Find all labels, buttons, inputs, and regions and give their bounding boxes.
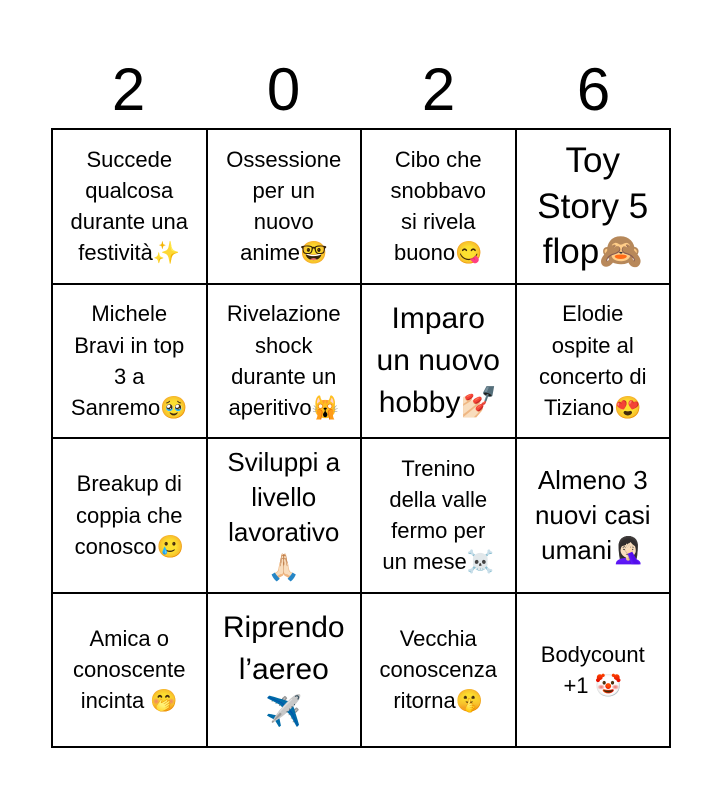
- header-digit-1: 2: [111, 56, 146, 123]
- cell-text: Elodie ospite al concerto di Tiziano😍: [538, 301, 647, 420]
- cell-text: Cibo che snobbavo si rivela buono😋: [390, 146, 486, 266]
- cell-text: Trenino della valle fermo per un mese☠️: [382, 455, 495, 575]
- bingo-cell-r2c3[interactable]: [362, 285, 517, 440]
- bingo-cell-r1c1[interactable]: [53, 130, 208, 285]
- bingo-header: [51, 52, 671, 128]
- cell-text: Imparo un nuovo hobby💅🏻: [376, 301, 500, 419]
- bingo-cell-r3c2[interactable]: [208, 439, 363, 594]
- bingo-cell-r1c3[interactable]: [362, 130, 517, 285]
- cell-text: Rivelazione shock durante un aperitivo🙀: [226, 301, 341, 420]
- bingo-cell-r2c2[interactable]: [208, 285, 363, 440]
- bingo-cell-r4c2[interactable]: [208, 594, 363, 749]
- bingo-cell-r3c4[interactable]: [517, 439, 672, 594]
- header-digit-3: 2: [421, 56, 456, 123]
- bingo-cell-r1c2[interactable]: [208, 130, 363, 285]
- bingo-cell-r4c4[interactable]: [517, 594, 672, 749]
- bingo-cell-r3c1[interactable]: [53, 439, 208, 594]
- cell-text: Bodycount +1 🤡: [540, 641, 645, 698]
- bingo-grid: [51, 128, 671, 748]
- header-digit-4: 6: [576, 56, 611, 123]
- cell-text: Amica o conoscente incinta 🤭: [72, 625, 186, 714]
- cell-text: Almeno 3 nuovi casi umani🤦🏻‍♀️: [534, 464, 651, 565]
- cell-text: Breakup di coppia che conosco🥲: [74, 471, 184, 559]
- bingo-cell-r2c1[interactable]: [53, 285, 208, 440]
- cell-text: Riprendo l’aereo ✈️: [222, 610, 345, 728]
- header-digit-2: 0: [266, 56, 301, 123]
- cell-text: Michele Bravi in top 3 a Sanremo🥹: [70, 301, 188, 420]
- bingo-cell-r4c1[interactable]: [53, 594, 208, 749]
- cell-text: Toy Story 5 flop🙈: [537, 141, 649, 271]
- cell-text: Ossessione per un nuovo anime🤓: [226, 146, 342, 266]
- bingo-cell-r2c4[interactable]: [517, 285, 672, 440]
- bingo-cell-r4c3[interactable]: [362, 594, 517, 749]
- cell-text: Succede qualcosa durante una festività✨: [70, 146, 188, 266]
- cell-text: Sviluppi a livello lavorativo 🙏🏻: [227, 447, 341, 583]
- bingo-cell-r3c3[interactable]: [362, 439, 517, 594]
- bingo-cell-r1c4[interactable]: [517, 130, 672, 285]
- cell-text: Vecchia conoscenza ritorna🤫: [379, 625, 497, 714]
